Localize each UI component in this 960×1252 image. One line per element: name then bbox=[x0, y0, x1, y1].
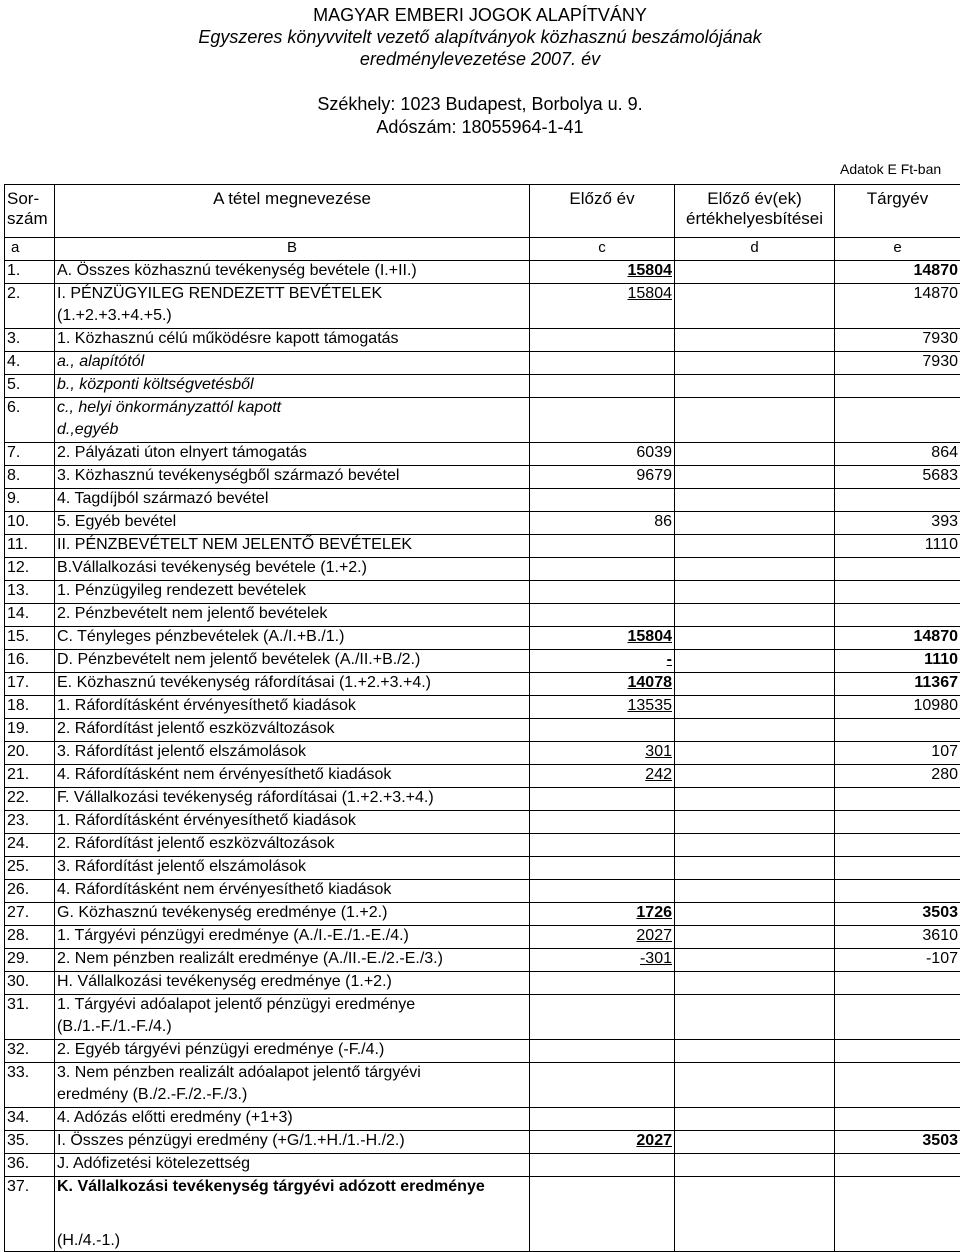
table-row bbox=[5, 972, 960, 995]
table-row bbox=[5, 1108, 960, 1131]
prev-year-value bbox=[530, 995, 675, 1018]
revaluation-value bbox=[675, 995, 835, 1018]
row-number bbox=[5, 420, 55, 443]
row-label: A. Összes közhasznú tevékenység bevétele (I.+II.) bbox=[55, 261, 530, 284]
row-number: 5. bbox=[5, 375, 55, 398]
row-label: 1. Közhasznú célú működésre kapott támogatás bbox=[55, 329, 530, 352]
current-year-value bbox=[835, 788, 960, 811]
prev-year-value bbox=[530, 352, 675, 375]
revaluation-value bbox=[675, 604, 835, 627]
table-row bbox=[5, 880, 960, 903]
row-number: 15. bbox=[5, 627, 55, 650]
table-row bbox=[5, 398, 960, 421]
row-number bbox=[5, 1085, 55, 1108]
row-number bbox=[5, 306, 55, 329]
row-number: 19. bbox=[5, 719, 55, 742]
row-number: 32. bbox=[5, 1040, 55, 1063]
current-year-value bbox=[835, 1040, 960, 1063]
current-year-value: 3503 bbox=[835, 1131, 960, 1154]
row-number: 6. bbox=[5, 398, 55, 421]
prev-year-value: 14078 bbox=[530, 673, 675, 696]
table-row bbox=[5, 512, 960, 535]
revaluation-value bbox=[675, 857, 835, 880]
row-number: 18. bbox=[5, 696, 55, 719]
row-label: eredmény (B./2.-F./2.-F./3.) bbox=[55, 1085, 530, 1108]
table-row bbox=[5, 1199, 960, 1252]
col-header-name: A tétel megnevezése bbox=[55, 185, 530, 238]
current-year-value bbox=[835, 398, 960, 421]
col-letter-c: c bbox=[530, 238, 675, 261]
revaluation-value bbox=[675, 1040, 835, 1063]
table-row bbox=[5, 420, 960, 443]
revaluation-value bbox=[675, 788, 835, 811]
row-label: K. Vállalkozási tevékenység tárgyévi adózott eredménye bbox=[55, 1177, 530, 1200]
prev-year-value bbox=[530, 581, 675, 604]
prev-year-value bbox=[530, 1199, 675, 1252]
table-row bbox=[5, 650, 960, 673]
table-row bbox=[5, 375, 960, 398]
prev-year-value bbox=[530, 880, 675, 903]
prev-year-value bbox=[530, 719, 675, 742]
revaluation-value bbox=[675, 1063, 835, 1086]
row-label: G. Közhasznú tevékenység eredménye (1.+2.) bbox=[55, 903, 530, 926]
revaluation-value bbox=[675, 926, 835, 949]
current-year-value: -107 bbox=[835, 949, 960, 972]
current-year-value: 3503 bbox=[835, 903, 960, 926]
prev-year-value bbox=[530, 558, 675, 581]
table-row bbox=[5, 1154, 960, 1177]
table-row bbox=[5, 306, 960, 329]
revaluation-value bbox=[675, 1017, 835, 1040]
current-year-value: 11367 bbox=[835, 673, 960, 696]
current-year-value: 3610 bbox=[835, 926, 960, 949]
current-year-value: 280 bbox=[835, 765, 960, 788]
row-number: 24. bbox=[5, 834, 55, 857]
prev-year-value bbox=[530, 1085, 675, 1108]
table-row bbox=[5, 1177, 960, 1200]
revaluation-value bbox=[675, 558, 835, 581]
table-row bbox=[5, 604, 960, 627]
row-number: 9. bbox=[5, 489, 55, 512]
table-row bbox=[5, 765, 960, 788]
row-number: 17. bbox=[5, 673, 55, 696]
current-year-value bbox=[835, 811, 960, 834]
current-year-value bbox=[835, 306, 960, 329]
table-row bbox=[5, 949, 960, 972]
table-row bbox=[5, 329, 960, 352]
revaluation-value bbox=[675, 1085, 835, 1108]
income-statement-table bbox=[4, 184, 960, 1252]
current-year-value: 14870 bbox=[835, 284, 960, 307]
current-year-value: 1110 bbox=[835, 535, 960, 558]
table-row bbox=[5, 489, 960, 512]
row-number: 21. bbox=[5, 765, 55, 788]
current-year-value: 107 bbox=[835, 742, 960, 765]
prev-year-value bbox=[530, 535, 675, 558]
row-number: 3. bbox=[5, 329, 55, 352]
row-label: 1. Ráfordításként érvényesíthető kiadások bbox=[55, 811, 530, 834]
col-header-prev: Előző év bbox=[530, 185, 675, 238]
prev-year-value bbox=[530, 1063, 675, 1086]
row-label: 4. Tagdíjból származó bevétel bbox=[55, 489, 530, 512]
current-year-value: 864 bbox=[835, 443, 960, 466]
row-label: 1. Tárgyévi pénzügyi eredménye (A./I.-E./1.-E./4.) bbox=[55, 926, 530, 949]
prev-year-value bbox=[530, 375, 675, 398]
table-row bbox=[5, 352, 960, 375]
row-label: 3. Nem pénzben realizált adóalapot jelentő tárgyévi bbox=[55, 1063, 530, 1086]
revaluation-value bbox=[675, 306, 835, 329]
row-label: d.,egyéb bbox=[55, 420, 530, 443]
row-number: 4. bbox=[5, 352, 55, 375]
prev-year-value bbox=[530, 811, 675, 834]
table-row bbox=[5, 558, 960, 581]
col-header-revaluation: Előző év(ek) értékhelyesbítései bbox=[675, 185, 835, 238]
revaluation-value bbox=[675, 284, 835, 307]
row-label: 3. Ráfordítást jelentő elszámolások bbox=[55, 742, 530, 765]
current-year-value: 10980 bbox=[835, 696, 960, 719]
row-number: 34. bbox=[5, 1108, 55, 1131]
current-year-value bbox=[835, 1085, 960, 1108]
current-year-value: 7930 bbox=[835, 329, 960, 352]
prev-year-value: - bbox=[530, 650, 675, 673]
row-label: B.Vállalkozási tevékenység bevétele (1.+2.) bbox=[55, 558, 530, 581]
report-subtitle: Egyszeres könyvvitelt vezető alapítványok közhasznú beszámolójának bbox=[0, 26, 960, 48]
revaluation-value bbox=[675, 1108, 835, 1131]
row-number: 16. bbox=[5, 650, 55, 673]
row-label: 2. Ráfordítást jelentő eszközváltozások bbox=[55, 719, 530, 742]
prev-year-value: 15804 bbox=[530, 284, 675, 307]
revaluation-value bbox=[675, 765, 835, 788]
col-letter-a: a bbox=[5, 238, 55, 261]
table-row bbox=[5, 719, 960, 742]
current-year-value bbox=[835, 420, 960, 443]
row-label: (B./1.-F./1.-F./4.) bbox=[55, 1017, 530, 1040]
row-number: 12. bbox=[5, 558, 55, 581]
row-label: 4. Ráfordításként nem érvényesíthető kiadások bbox=[55, 880, 530, 903]
revaluation-value bbox=[675, 903, 835, 926]
org-name: MAGYAR EMBERI JOGOK ALAPÍTVÁNY bbox=[0, 4, 960, 26]
row-label: 4. Adózás előtti eredmény (+1+3) bbox=[55, 1108, 530, 1131]
revaluation-value bbox=[675, 398, 835, 421]
prev-year-value: 6039 bbox=[530, 443, 675, 466]
revaluation-value bbox=[675, 627, 835, 650]
table-row bbox=[5, 284, 960, 307]
row-label: D. Pénzbevételt nem jelentő bevételek (A./II.+B./2.) bbox=[55, 650, 530, 673]
row-number: 1. bbox=[5, 261, 55, 284]
revaluation-value bbox=[675, 1131, 835, 1154]
current-year-value bbox=[835, 1177, 960, 1200]
current-year-value bbox=[835, 719, 960, 742]
table-row bbox=[5, 1040, 960, 1063]
prev-year-value bbox=[530, 489, 675, 512]
current-year-value: 14870 bbox=[835, 261, 960, 284]
table-row bbox=[5, 857, 960, 880]
table-row bbox=[5, 1063, 960, 1086]
revaluation-value bbox=[675, 375, 835, 398]
table-row bbox=[5, 926, 960, 949]
current-year-value: 7930 bbox=[835, 352, 960, 375]
revaluation-value bbox=[675, 581, 835, 604]
row-label: 1. Tárgyévi adóalapot jelentő pénzügyi eredménye bbox=[55, 995, 530, 1018]
row-number: 14. bbox=[5, 604, 55, 627]
revaluation-value bbox=[675, 512, 835, 535]
row-label: (1.+2.+3.+4.+5.) bbox=[55, 306, 530, 329]
revaluation-value bbox=[675, 352, 835, 375]
prev-year-value: 15804 bbox=[530, 261, 675, 284]
current-year-value bbox=[835, 995, 960, 1018]
table-row bbox=[5, 443, 960, 466]
prev-year-value bbox=[530, 1154, 675, 1177]
row-label: 4. Ráfordításként nem érvényesíthető kiadások bbox=[55, 765, 530, 788]
table-row bbox=[5, 903, 960, 926]
row-number: 35. bbox=[5, 1131, 55, 1154]
row-label: I. PÉNZÜGYILEG RENDEZETT BEVÉTELEK bbox=[55, 284, 530, 307]
row-number bbox=[5, 1199, 55, 1252]
prev-year-value bbox=[530, 834, 675, 857]
report-year: eredménylevezetése 2007. év bbox=[0, 48, 960, 70]
prev-year-value bbox=[530, 788, 675, 811]
row-label: C. Tényleges pénzbevételek (A./I.+B./1.) bbox=[55, 627, 530, 650]
row-number: 26. bbox=[5, 880, 55, 903]
row-label: 2. Ráfordítást jelentő eszközváltozások bbox=[55, 834, 530, 857]
row-label: E. Közhasznú tevékenység ráfordításai (1.+2.+3.+4.) bbox=[55, 673, 530, 696]
prev-year-value: -301 bbox=[530, 949, 675, 972]
row-number: 22. bbox=[5, 788, 55, 811]
prev-year-value: 242 bbox=[530, 765, 675, 788]
revaluation-value bbox=[675, 880, 835, 903]
prev-year-value bbox=[530, 329, 675, 352]
column-header-row bbox=[5, 185, 960, 238]
col-header-current: Tárgyév bbox=[835, 185, 960, 238]
current-year-value bbox=[835, 880, 960, 903]
col-letter-d: d bbox=[675, 238, 835, 261]
revaluation-value bbox=[675, 443, 835, 466]
row-label: 3. Közhasznú tevékenységből származó bevétel bbox=[55, 466, 530, 489]
col-header-num: Sor- szám bbox=[5, 185, 55, 238]
row-number: 25. bbox=[5, 857, 55, 880]
row-number: 28. bbox=[5, 926, 55, 949]
table-row bbox=[5, 627, 960, 650]
row-label: (H./4.-1.) bbox=[55, 1199, 530, 1252]
table-row bbox=[5, 788, 960, 811]
row-number: 30. bbox=[5, 972, 55, 995]
revaluation-value bbox=[675, 1177, 835, 1200]
prev-year-value: 9679 bbox=[530, 466, 675, 489]
revaluation-value bbox=[675, 811, 835, 834]
row-number: 23. bbox=[5, 811, 55, 834]
row-label: H. Vállalkozási tevékenység eredménye (1.+2.) bbox=[55, 972, 530, 995]
current-year-value bbox=[835, 604, 960, 627]
table-row bbox=[5, 466, 960, 489]
row-number: 29. bbox=[5, 949, 55, 972]
prev-year-value bbox=[530, 398, 675, 421]
table-row bbox=[5, 742, 960, 765]
table-row bbox=[5, 696, 960, 719]
row-label: 5. Egyéb bevétel bbox=[55, 512, 530, 535]
row-number: 10. bbox=[5, 512, 55, 535]
table-row bbox=[5, 581, 960, 604]
revaluation-value bbox=[675, 742, 835, 765]
row-label: a., alapítótól bbox=[55, 352, 530, 375]
table-row bbox=[5, 1085, 960, 1108]
row-number: 11. bbox=[5, 535, 55, 558]
prev-year-value: 86 bbox=[530, 512, 675, 535]
col-letter-e: e bbox=[835, 238, 960, 261]
table-row bbox=[5, 1017, 960, 1040]
row-label: 2. Nem pénzben realizált eredménye (A./II.-E./2.-E./3.) bbox=[55, 949, 530, 972]
row-label: F. Vállalkozási tevékenység ráfordításai (1.+2.+3.+4.) bbox=[55, 788, 530, 811]
revaluation-value bbox=[675, 1154, 835, 1177]
prev-year-value bbox=[530, 1040, 675, 1063]
prev-year-value bbox=[530, 604, 675, 627]
prev-year-value: 2027 bbox=[530, 1131, 675, 1154]
current-year-value: 1110 bbox=[835, 650, 960, 673]
row-label: 3. Ráfordítást jelentő elszámolások bbox=[55, 857, 530, 880]
prev-year-value bbox=[530, 1017, 675, 1040]
prev-year-value: 301 bbox=[530, 742, 675, 765]
row-number: 2. bbox=[5, 284, 55, 307]
current-year-value bbox=[835, 972, 960, 995]
current-year-value: 393 bbox=[835, 512, 960, 535]
table-row bbox=[5, 811, 960, 834]
row-number: 13. bbox=[5, 581, 55, 604]
row-label: II. PÉNZBEVÉTELT NEM JELENTŐ BEVÉTELEK bbox=[55, 535, 530, 558]
table-row bbox=[5, 1131, 960, 1154]
prev-year-value bbox=[530, 857, 675, 880]
prev-year-value bbox=[530, 420, 675, 443]
row-label: 2. Egyéb tárgyévi pénzügyi eredménye (-F./4.) bbox=[55, 1040, 530, 1063]
tax-id: Adószám: 18055964-1-41 bbox=[0, 116, 960, 138]
revaluation-value bbox=[675, 261, 835, 284]
row-number: 33. bbox=[5, 1063, 55, 1086]
prev-year-value bbox=[530, 972, 675, 995]
row-number: 37. bbox=[5, 1177, 55, 1200]
row-label: b., központi költségvetésből bbox=[55, 375, 530, 398]
column-letter-row bbox=[5, 238, 960, 261]
revaluation-value bbox=[675, 535, 835, 558]
revaluation-value bbox=[675, 466, 835, 489]
table-row bbox=[5, 995, 960, 1018]
current-year-value bbox=[835, 857, 960, 880]
table-row bbox=[5, 834, 960, 857]
row-label: c., helyi önkormányzattól kapott bbox=[55, 398, 530, 421]
current-year-value bbox=[835, 1199, 960, 1252]
revaluation-value bbox=[675, 972, 835, 995]
current-year-value bbox=[835, 375, 960, 398]
current-year-value bbox=[835, 1063, 960, 1086]
table-row bbox=[5, 673, 960, 696]
prev-year-value: 13535 bbox=[530, 696, 675, 719]
row-number: 20. bbox=[5, 742, 55, 765]
row-number: 8. bbox=[5, 466, 55, 489]
prev-year-value bbox=[530, 1108, 675, 1131]
revaluation-value bbox=[675, 1199, 835, 1252]
row-number: 31. bbox=[5, 995, 55, 1018]
row-label: 1. Pénzügyileg rendezett bevételek bbox=[55, 581, 530, 604]
revaluation-value bbox=[675, 650, 835, 673]
table-row bbox=[5, 535, 960, 558]
row-label: 2. Pénzbevételt nem jelentő bevételek bbox=[55, 604, 530, 627]
current-year-value bbox=[835, 1017, 960, 1040]
revaluation-value bbox=[675, 719, 835, 742]
units-note: Adatok E Ft-ban bbox=[840, 161, 941, 177]
row-number: 36. bbox=[5, 1154, 55, 1177]
prev-year-value: 2027 bbox=[530, 926, 675, 949]
current-year-value bbox=[835, 558, 960, 581]
address: Székhely: 1023 Budapest, Borbolya u. 9. bbox=[0, 93, 960, 115]
row-number: 27. bbox=[5, 903, 55, 926]
revaluation-value bbox=[675, 489, 835, 512]
row-label: 2. Pályázati úton elnyert támogatás bbox=[55, 443, 530, 466]
current-year-value bbox=[835, 1154, 960, 1177]
revaluation-value bbox=[675, 420, 835, 443]
revaluation-value bbox=[675, 949, 835, 972]
row-label: 1. Ráfordításként érvényesíthető kiadások bbox=[55, 696, 530, 719]
current-year-value bbox=[835, 1108, 960, 1131]
table-row bbox=[5, 261, 960, 284]
current-year-value bbox=[835, 489, 960, 512]
row-label: J. Adófizetési kötelezettség bbox=[55, 1154, 530, 1177]
row-number: 7. bbox=[5, 443, 55, 466]
revaluation-value bbox=[675, 834, 835, 857]
revaluation-value bbox=[675, 696, 835, 719]
current-year-value: 14870 bbox=[835, 627, 960, 650]
prev-year-value bbox=[530, 306, 675, 329]
col-letter-b: B bbox=[55, 238, 530, 261]
prev-year-value bbox=[530, 1177, 675, 1200]
row-label: I. Összes pénzügyi eredmény (+G/1.+H./1.-H./2.) bbox=[55, 1131, 530, 1154]
current-year-value bbox=[835, 581, 960, 604]
prev-year-value: 15804 bbox=[530, 627, 675, 650]
prev-year-value: 1726 bbox=[530, 903, 675, 926]
revaluation-value bbox=[675, 673, 835, 696]
current-year-value bbox=[835, 834, 960, 857]
row-number bbox=[5, 1017, 55, 1040]
revaluation-value bbox=[675, 329, 835, 352]
current-year-value: 5683 bbox=[835, 466, 960, 489]
